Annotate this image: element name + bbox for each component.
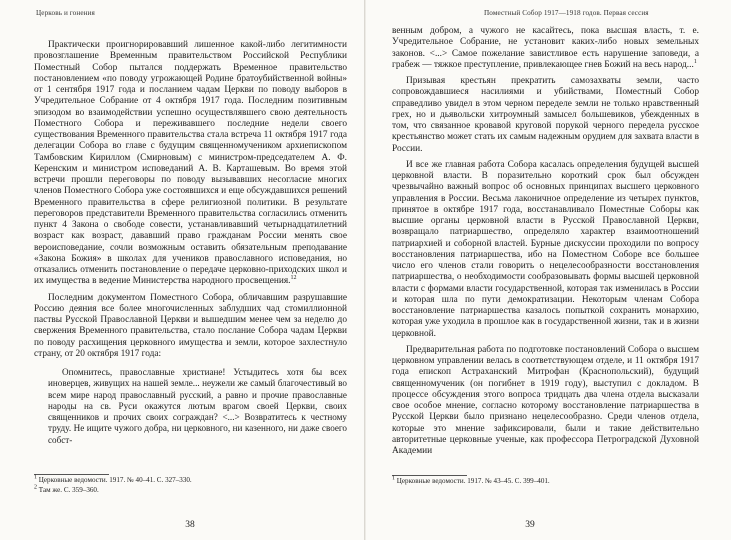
footnote-1: $^1$ Церковные ведомости. 1917. № 40–41. С. 327–330. (34, 474, 192, 484)
left-page (0, 0, 365, 540)
footnote-1: $^1$ Церковные ведомости. 1917. № 43–45. С. 399–401. (392, 475, 550, 485)
right-footnotes (392, 477, 550, 487)
footnote-2: $^2$ Там же. С. 359–360. (34, 484, 99, 494)
footnote-separator (392, 475, 467, 476)
footnote-ref: 2 (293, 275, 297, 282)
right-paragraph-3: И все же главная работа Собора касалась определения будущей высшей церковной власти. В поразительно короткий срок был обсужден чрезвычайно важный вопрос об основных принципах высшего церковного управления в России. Весьма лаконичное определение из четырех пунктов, принятое в октябре 1917 года, восстанавливало Поместные Соборы как высшие органы церковной власти в Русской Православной Церкви, возвращало патриаршество, определяло характер взаимоотношений патриархией и соборной властей. Бурные дискуссии проходили по вопросу восстановления патриаршества, ибо на Поместном Соборе все большее число его членов стали говорить о нецелесообразности восстановления патриаршества, о необходимости сообразовывать формы высшей церковной власти с формами власти государственной, которая так изменилась в России и которая шла по пути демократизации. Некоторым членам Собора восстановление патриаршества казалось попыткой сохранить монархию, которая уже уходила в прошлое как в государственной жизни, так и в жизни церковной. (392, 159, 699, 339)
footnote-ref: 1 (290, 275, 294, 282)
right-paragraph-2: Призывая крестьян прекратить самозахваты земли, часто сопровождавшиеся насилиями и убийствами, Поместный Собор справедливо увидел в этом черном переделе земли не только нравственный грех, но и дьявольски хитроумный замысел большевиков, убежденных в том, что связанное кровавой круговой порукой черного передела русское крестьянство может стать их самым надежным орудием для захвата власти в России. (392, 76, 699, 154)
right-running-head: Поместный Собор 1917—1918 годов. Первая сессия (484, 9, 649, 17)
council-epistle-quote: Опомнитесь, православные христиане! Устыдитесь хотя бы всех иноверцев, живущих на нашей земле... неужели же самый благочестивый во всем мире народ православный русский, а равно и прочие православные народы на св. Руси окажутся лютым врагом своей Церкви, своих священников и прочих своих сограждан? <...> Возвратитесь к честному труду. Не ищите чужого добра, ни церковного, ни казенного, ни даже своего собст- (48, 367, 347, 445)
footnote-ref: 1 (693, 58, 697, 65)
left-page-body (34, 40, 347, 446)
left-page-number: 38 (185, 520, 195, 530)
right-page-body (392, 26, 699, 457)
left-paragraph-1: Практически проигнорировавший лишенное какой-либо легитимности провозглашение Временным правительством Российской Республики Поместный Собор пытался поддержать Временное правительство постановлением «по поводу угрожающей Родине братоубийственной войны» от 1 сентября 1917 года и посланием чадам Церкви по поводу выборов в Учредительное Собрание от 4 октября 1917 года. Последним позитивным эпизодом во взаимодействии успешно осуществлявшего свою деятельность Поместного Собора и переживавшего последние недели своего существования Временного правительства стала встреча 11 октября 1917 года делегации Собора во главе с будущим священномучеником архиепископом Тамбовским Кириллом (Смирновым) с министром-председателем А. Ф. Керенским и министром исповеданий А. В. Карташевым. Во время этой встречи прошли переговоры по поводу вызывавших несогласие многих членов Поместного Собора уже состоявшихся и еще обсуждавшихся решений Временного правительства в сфере религиозной политики. В результате переговоров представители Временного правительства согласились отменить пункт 4 Закона о свободе совести, устанавливавший четырнадцатилетний возраст как возраст, дававший право гражданам России менять свое вероисповедание, сочли возможным оставить обязательным преподавание «Закона Божия» в школах для учеников православного исповедания, но отказались отменить постановление о передаче церковно-приходских школ и их имущества в ведение Министерства народного просвещения.$^{12}$ (34, 40, 347, 287)
right-paragraph-4: Предварительная работа по подготовке постановлений Собора о высшем церковном управлении велась в соответствующем отделе, и 11 октября 1917 года епископ Астраханский Митрофан (Краснопольский), будущий священномученик (он погибнет в 1919 году), выступил с докладом. В процессе обсуждения этого вопроса тридцать два члена отдела высказали свое особое мнение, согласно которому восстановление патриаршества в Русской Церкви было признано нецелесообразно. Среди членов отдела, которые это мнение зафиксировали, были и такие действительно авторитетные церковные ученые, как профессора Петроградской Духовной Академии (392, 344, 699, 456)
right-page-number: 39 (525, 520, 535, 530)
left-running-head: Церковь и гонения (36, 9, 95, 17)
left-footnotes (34, 476, 192, 495)
footnote-separator (34, 474, 109, 475)
left-paragraph-2: Последним документом Поместного Собора, обличавшим разрушавшие Россию деяния все более многочисленных заблудших чад стомиллионной паствы Русской Православной Церкви и вышедшим менее чем за неделю до свержения Временного правительства, стало послание Собора чадам Церкви по поводу расхищения церковного имущества и земли, которое захлестнуло страну, от 20 октября 1917 года: (34, 292, 347, 359)
right-paragraph-1: венным добром, а чужого не касайтесь, пока высшая власть, т. е. Учредительное Собрание, не установит каких-либо новых земельных законов. <...> Самое пожелание завистливое есть нарушение заповеди, а грабеж — тяжкое преступление, привлекающее гнев Божий на весь народ...$^1$ (392, 26, 699, 70)
right-page (366, 0, 731, 540)
